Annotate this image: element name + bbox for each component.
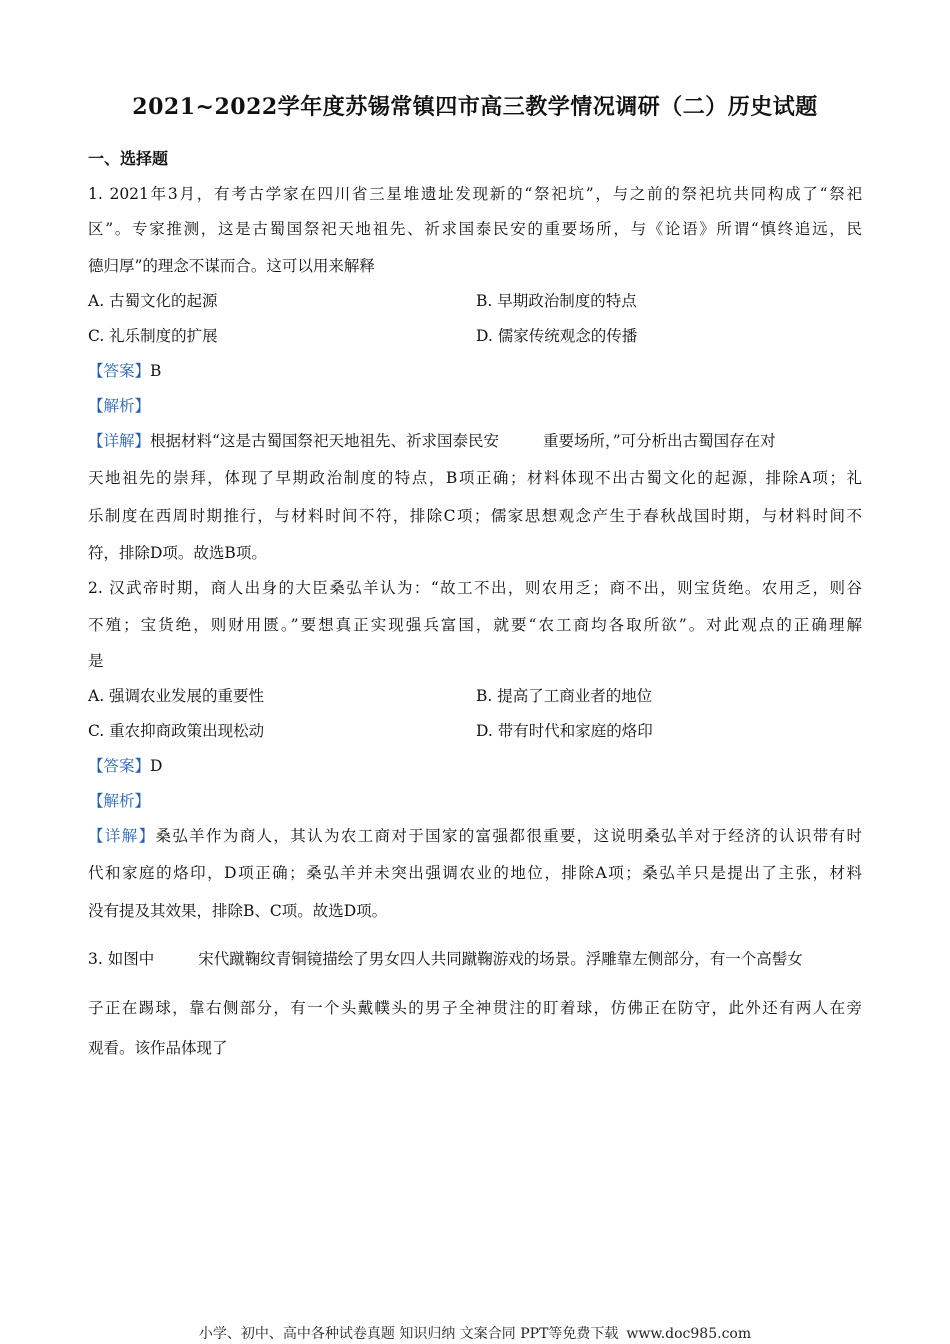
answer-value: D [150, 757, 163, 775]
q1-detail-line: 天地祖先的崇拜，体现了早期政治制度的特点，B项正确；材料体现不出古蜀文化的起源，排除A项；礼 [88, 469, 862, 487]
analysis-tag: 【解析】 [88, 397, 151, 415]
q2-detail-line [88, 826, 862, 846]
page-title: 2021~2022学年度苏锡常镇四市高三教学情况调研（二）历史试题 [132, 94, 818, 120]
detail-tag: 【详解】 [88, 432, 151, 450]
detail-text: 桑弘羊作为商人，其认为农工商对于国家的富强都很重要，这说明桑弘羊对于经济的认识带有时 [155, 827, 862, 845]
q1-option-b: B. 早期政治制度的特点 [476, 292, 637, 310]
q2-analysis [88, 791, 862, 811]
section-heading: 一、选择题 [88, 149, 169, 168]
answer-tag: 【答案】 [88, 362, 151, 380]
q2-detail-line: 没有提及其效果，排除B、C项。故选D项。 [88, 902, 388, 920]
q3-stem-line: 观看。该作品体现了 [88, 1039, 228, 1057]
q2-option-a: A. 强调农业发展的重要性 [88, 687, 265, 705]
q1-detail-line [88, 431, 862, 451]
q3-text: 宋代蹴鞠纹青铜镜描绘了男女四人共同蹴鞠游戏的场景。浮雕靠左侧部分，有一个高髻女 [198, 950, 803, 968]
q2-option-d: D. 带有时代和家庭的烙印 [476, 722, 653, 740]
answer-value: B [150, 362, 162, 380]
q1-stem-line: 区”。专家推测，这是古蜀国祭祀天地祖先、祈求国泰民安的重要场所，与《论语》所谓“慎终追远，民 [88, 220, 862, 238]
q2-option-b: B. 提高了工商业者的地位 [476, 687, 653, 705]
q2-stem-line: 2. 汉武帝时期，商人出身的大臣桑弘羊认为：“故工不出，则农用乏；商不出，则宝货绝。农用乏，则谷 [88, 579, 862, 597]
q1-detail-line: 乐制度在西周时期推行，与材料时间不符，排除C项；儒家思想观念产生于春秋战国时期，与材料时间不 [88, 507, 862, 525]
detail-text: 重要场所，”可分析出古蜀国存在对 [542, 432, 776, 450]
q3-stem-line [88, 949, 862, 969]
q1-detail-line: 符，排除D项。故选B项。 [88, 544, 267, 562]
detail-text: 根据材料“这是古蜀国祭祀天地祖先、祈求国泰民安 [150, 432, 499, 450]
q1-stem-line: 德归厚”的理念不谋而合。这可以用来解释 [88, 257, 375, 275]
footer-text: 小学、初中、高中各种试卷真题 知识归纳 文案合同 PPT等免费下载 [198, 1326, 619, 1342]
footer-link[interactable]: www.doc985.com [626, 1326, 752, 1342]
q1-analysis [88, 396, 862, 416]
answer-tag: 【答案】 [88, 757, 151, 775]
q2-stem-line: 不殖；宝货绝，则财用匮。”要想真正实现强兵富国，就要“农工商均各取所欲”。对此观点的正确理解 [88, 616, 862, 634]
detail-tag: 【详解】 [88, 827, 156, 845]
q1-answer [88, 361, 862, 381]
analysis-tag: 【解析】 [88, 792, 151, 810]
q2-answer [88, 756, 862, 776]
q2-stem-line: 是 [88, 652, 104, 670]
q1-option-c: C. 礼乐制度的扩展 [88, 327, 218, 345]
q1-option-d: D. 儒家传统观念的传播 [476, 327, 638, 345]
q1-option-a: A. 古蜀文化的起源 [88, 292, 218, 310]
q3-lead: 3. 如图中 [88, 950, 155, 968]
q2-detail-line: 代和家庭的烙印，D项正确；桑弘羊并未突出强调农业的地位，排除A项；桑弘羊只是提出了主张，材料 [88, 864, 862, 882]
q3-stem-line: 子正在踢球，靠右侧部分，有一个头戴幞头的男子全神贯注的盯着球，仿佛正在防守，此外还有两人在旁 [88, 999, 862, 1017]
q2-option-c: C. 重农抑商政策出现松动 [88, 722, 265, 740]
page-footer [0, 1323, 950, 1343]
q1-stem-line: 1. 2021年3月，有考古学家在四川省三星堆遗址发现新的“祭祀坑”，与之前的祭祀坑共同构成了“祭祀 [88, 185, 862, 203]
